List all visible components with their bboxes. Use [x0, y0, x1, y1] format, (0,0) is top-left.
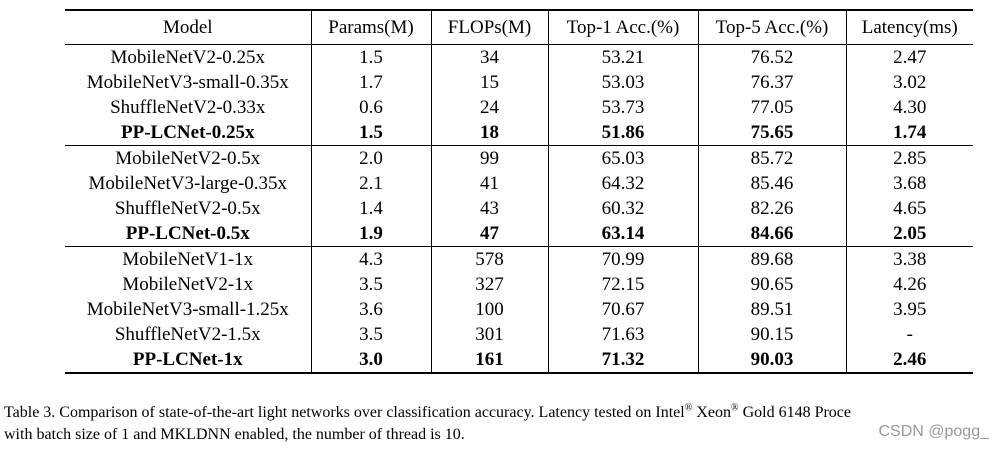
- table-row: [65, 45, 973, 71]
- cell-model: MobileNetV2-0.5x: [65, 146, 311, 172]
- cell-params: 3.0: [311, 347, 431, 373]
- cell-latency: 4.30: [893, 97, 927, 118]
- header-params: Params(M): [311, 10, 431, 45]
- table-row: [65, 221, 973, 247]
- cell-latency: 1.74: [893, 122, 927, 143]
- caption-text-b: Xeon: [692, 404, 731, 421]
- header-top1: Top-1 Acc.(%): [548, 10, 698, 45]
- cell-top5: 84.66: [698, 221, 846, 247]
- cell-flops: 47: [431, 221, 548, 247]
- caption-text-a: Table 3. Comparison of state-of-the-art light networks over classification accuracy. Latency tested on Intel: [4, 404, 685, 421]
- cell-top1: 53.03: [548, 70, 698, 95]
- cell-latency: 3.38: [846, 247, 973, 273]
- cell-params: 1.5: [311, 45, 431, 71]
- cell-flops: 578: [431, 247, 548, 273]
- cell-params: 3.5: [311, 322, 431, 347]
- cell-top5: 85.72: [698, 146, 846, 172]
- cell-flops: 327: [431, 272, 548, 297]
- cell-params: 1.7: [311, 70, 431, 95]
- cell-top5: 77.05: [698, 95, 846, 120]
- cell-latency: 2.05: [893, 223, 927, 244]
- table-caption: [4, 402, 1004, 446]
- cell-model: ShuffleNetV2-1.5x: [65, 322, 311, 347]
- cell-latency: -: [906, 324, 913, 345]
- cell-flops: 99: [431, 146, 548, 172]
- cell-model: PP-LCNet-1x: [65, 347, 311, 373]
- table-header: [65, 10, 973, 45]
- watermark: CSDN @pogg_: [878, 423, 989, 440]
- table-row: [65, 272, 973, 297]
- results-table-container: [65, 9, 973, 374]
- table-row: [65, 322, 973, 347]
- cell-params: 3.5: [311, 272, 431, 297]
- cell-top5: 89.68: [698, 247, 846, 273]
- cell-params: 1.5: [311, 120, 431, 146]
- cell-top1: 71.63: [548, 322, 698, 347]
- table-group: [65, 247, 973, 374]
- cell-top1: 51.86: [548, 120, 698, 146]
- cell-model: MobileNetV2-1x: [65, 272, 311, 297]
- registered-mark: ®: [684, 402, 693, 414]
- cell-top1: 71.32: [548, 347, 698, 373]
- cell-params: 1.9: [311, 221, 431, 247]
- cell-top5: 90.65: [698, 272, 846, 297]
- cell-latency: 3.68: [893, 173, 927, 194]
- header-flops: FLOPs(M): [431, 10, 548, 45]
- cell-top1: 63.14: [548, 221, 698, 247]
- cell-flops: 161: [431, 347, 548, 373]
- cell-latency: 2.46: [846, 347, 973, 373]
- caption-line-2: with batch size of 1 and MKLDNN enabled, the number of thread is 10.: [4, 426, 465, 443]
- cell-flops: 34: [431, 45, 548, 71]
- cell-top1: 53.21: [548, 45, 698, 71]
- cell-top1: 70.99: [548, 247, 698, 273]
- cell-params: 2.0: [311, 146, 431, 172]
- table-row: [65, 120, 973, 146]
- cell-top5: 90.03: [698, 347, 846, 373]
- cell-model: MobileNetV2-0.25x: [65, 45, 311, 71]
- header-latency: Latency(ms): [861, 16, 958, 38]
- cell-top1: 70.67: [548, 297, 698, 322]
- cell-latency: 4.65: [893, 198, 927, 219]
- cell-params: 3.6: [311, 297, 431, 322]
- cell-top5: 90.15: [698, 322, 846, 347]
- cell-flops: 301: [431, 322, 548, 347]
- cell-params: 0.6: [311, 95, 431, 120]
- cell-model: ShuffleNetV2-0.5x: [65, 196, 311, 221]
- header-row: [65, 10, 973, 45]
- cell-latency: 2.85: [846, 146, 973, 172]
- cell-flops: 43: [431, 196, 548, 221]
- cell-params: 4.3: [311, 247, 431, 273]
- table-group: [65, 146, 973, 247]
- caption-line-1: [4, 402, 1004, 424]
- table-row: [65, 347, 973, 373]
- caption-text-c: Gold 6148 Proce: [738, 404, 852, 421]
- cell-flops: 24: [431, 95, 548, 120]
- cell-top5: 76.52: [698, 45, 846, 71]
- table-row: [65, 196, 973, 221]
- cell-latency: 4.26: [893, 274, 927, 295]
- cell-model: PP-LCNet-0.5x: [65, 221, 311, 247]
- header-top5: Top-5 Acc.(%): [698, 10, 846, 45]
- cell-latency: 2.47: [893, 47, 927, 68]
- cell-top5: 82.26: [698, 196, 846, 221]
- cell-top5: 76.37: [698, 70, 846, 95]
- cell-params: 1.4: [311, 196, 431, 221]
- cell-top1: 72.15: [548, 272, 698, 297]
- registered-mark: ®: [730, 402, 739, 414]
- cell-model: MobileNetV1-1x: [65, 247, 311, 273]
- cell-latency: 3.02: [893, 72, 927, 93]
- table-row: [65, 171, 973, 196]
- table-row: [65, 70, 973, 95]
- cell-flops: 18: [431, 120, 548, 146]
- results-table: [65, 9, 973, 374]
- cell-model: ShuffleNetV2-0.33x: [65, 95, 311, 120]
- cell-top5: 89.51: [698, 297, 846, 322]
- cell-model: MobileNetV3-large-0.35x: [65, 171, 311, 196]
- cell-top1: 53.73: [548, 95, 698, 120]
- cell-flops: 41: [431, 171, 548, 196]
- table-row: [65, 146, 973, 172]
- cell-top5: 85.46: [698, 171, 846, 196]
- cell-model: MobileNetV3-small-0.35x: [65, 70, 311, 95]
- cell-latency: 3.95: [893, 299, 927, 320]
- table-row: [65, 297, 973, 322]
- cell-top1: 60.32: [548, 196, 698, 221]
- cell-params: 2.1: [311, 171, 431, 196]
- cell-flops: 15: [431, 70, 548, 95]
- cell-top1: 64.32: [548, 171, 698, 196]
- cell-flops: 100: [431, 297, 548, 322]
- table-group: [65, 45, 973, 146]
- table-row: [65, 95, 973, 120]
- cell-top1: 65.03: [548, 146, 698, 172]
- cell-model: PP-LCNet-0.25x: [65, 120, 311, 146]
- table-row: [65, 247, 973, 273]
- header-model: Model: [65, 10, 311, 45]
- cell-model: MobileNetV3-small-1.25x: [65, 297, 311, 322]
- cell-top5: 75.65: [698, 120, 846, 146]
